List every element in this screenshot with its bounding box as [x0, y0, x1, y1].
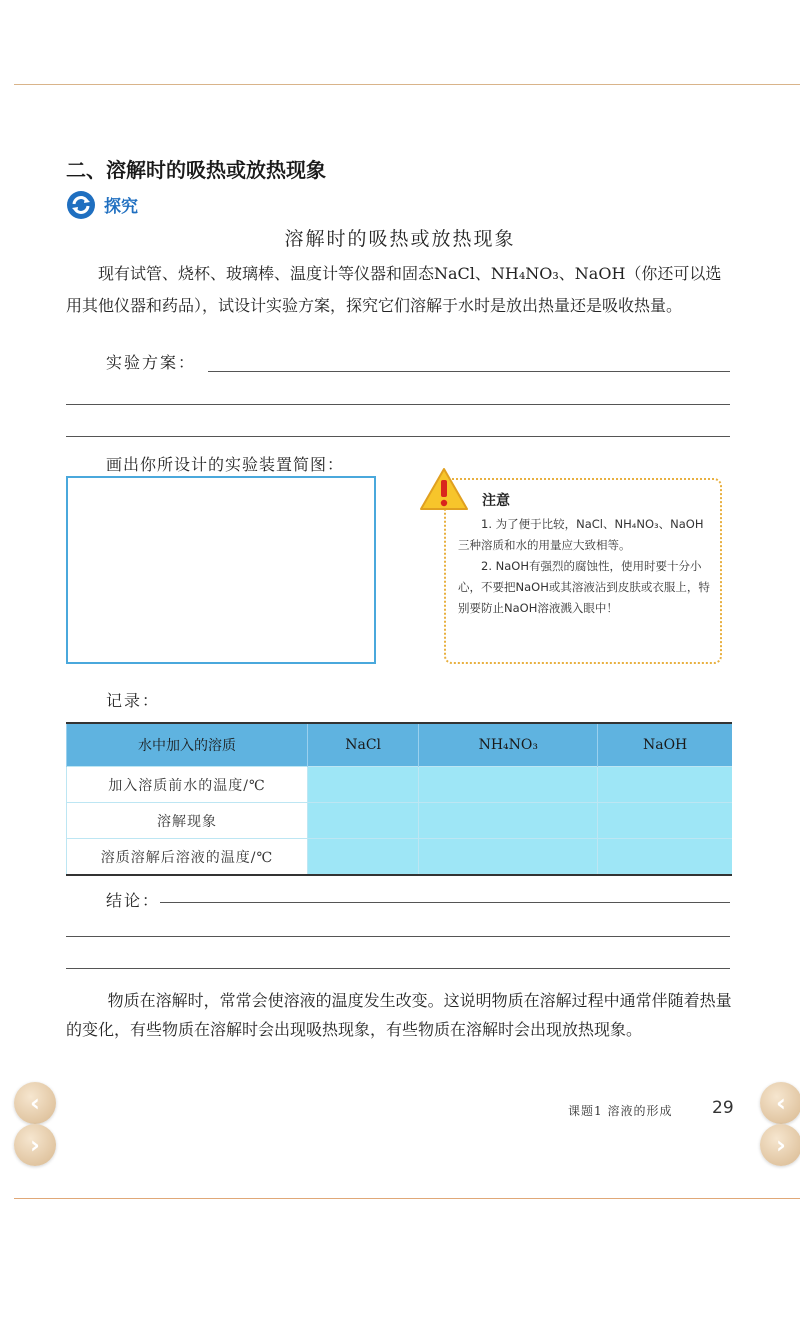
- table-row-label: 加入溶质前水的温度/℃: [67, 767, 308, 803]
- warning-icon: [418, 466, 470, 512]
- table-cell[interactable]: [308, 839, 419, 876]
- table-header: NH₄NO₃: [419, 723, 598, 767]
- table-row: [67, 839, 733, 876]
- note-text: [458, 514, 710, 619]
- table-row: [67, 803, 733, 839]
- explore-cycle-icon: [66, 190, 96, 220]
- table-row-label: 溶质溶解后溶液的温度/℃: [67, 839, 308, 876]
- conclusion-answer-line[interactable]: [66, 968, 730, 969]
- closing-text: 物质在溶解时，常常会使溶液的温度发生改变。这说明物质在溶解过程中通常伴随着热量的变化，有些物质在溶解时会出现吸热现象，有些物质在溶解时会出现放热现象。: [66, 991, 732, 1039]
- chevron-left-icon[interactable]: ‹: [14, 1082, 56, 1124]
- draw-label: 画出你所设计的实验装置简图：: [106, 455, 345, 474]
- closing-paragraph: [66, 986, 732, 1044]
- table-row: [67, 767, 733, 803]
- conclusion-answer-line[interactable]: [160, 902, 730, 903]
- conclusion-answer-line[interactable]: [66, 936, 730, 937]
- table-cell[interactable]: [598, 803, 732, 839]
- plan-answer-line[interactable]: [66, 404, 730, 405]
- table-cell[interactable]: [419, 767, 598, 803]
- chevron-right-icon[interactable]: ›: [760, 1124, 800, 1166]
- table-header-row: [67, 723, 733, 767]
- table-cell[interactable]: [598, 839, 732, 876]
- record-label: 记录：: [106, 691, 161, 710]
- experiment-title: 溶解时的吸热或放热现象: [284, 228, 516, 250]
- table-cell[interactable]: [308, 803, 419, 839]
- table-cell[interactable]: [419, 803, 598, 839]
- conclusion-label: 结论：: [106, 891, 161, 910]
- note-title: 注意: [482, 493, 510, 509]
- note-item-2: 2. NaOH有强烈的腐蚀性，使用时要十分小心，不要把NaOH或其溶液沾到皮肤或衣服上，特别要防止NaOH溶液溅入眼中！: [458, 559, 710, 615]
- table-cell[interactable]: [419, 839, 598, 876]
- top-rule: [14, 84, 800, 85]
- diagram-drawing-box[interactable]: [66, 476, 376, 664]
- table-cell[interactable]: [598, 767, 732, 803]
- plan-label: 实验方案：: [106, 353, 197, 372]
- section-heading: 二、溶解时的吸热或放热现象: [66, 158, 326, 182]
- table-header: 水中加入的溶质: [67, 723, 308, 767]
- chevron-right-icon[interactable]: ›: [14, 1124, 56, 1166]
- plan-answer-line[interactable]: [66, 436, 730, 437]
- chevron-left-icon[interactable]: ‹: [760, 1082, 800, 1124]
- record-table: [66, 722, 732, 876]
- note-item-1: 1. 为了便于比较，NaCl、NH₄NO₃、NaOH 三种溶质和水的用量应大致相等。: [458, 517, 704, 552]
- plan-answer-line[interactable]: [208, 371, 730, 372]
- page-number: 29: [712, 1098, 734, 1118]
- bottom-rule: [14, 1198, 800, 1199]
- intro-paragraph: [66, 258, 732, 322]
- table-row-label: 溶解现象: [67, 803, 308, 839]
- table-header: NaOH: [598, 723, 732, 767]
- intro-text: 现有试管、烧杯、玻璃棒、温度计等仪器和固态NaCl、NH₄NO₃、NaOH（你还可以选用其他仪器和药品），试设计实验方案，探究它们溶解于水时是放出热量还是吸收热量。: [66, 264, 722, 315]
- table-header: NaCl: [308, 723, 419, 767]
- table-cell[interactable]: [308, 767, 419, 803]
- explore-label: 探究: [104, 197, 138, 217]
- footer-chapter-label: 课题1 溶液的形成: [568, 1104, 673, 1118]
